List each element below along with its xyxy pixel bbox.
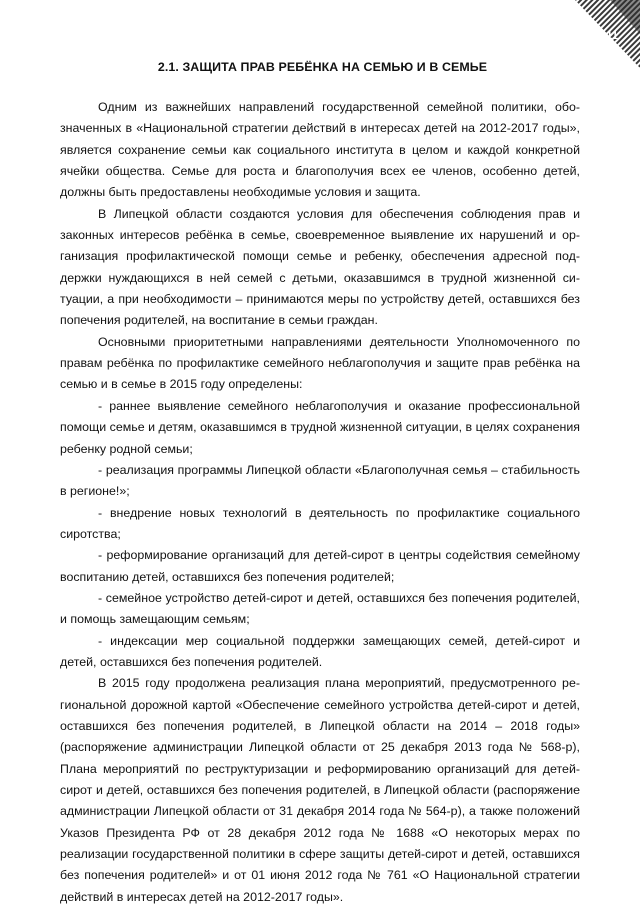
paragraph: Основными приоритетными направлениями деятельности Уполномоченного по правам ребёнка по профилактике семейного неблагополучия и защите прав ребёнка на семью и в семье в 2015 году определены: <box>60 334 580 392</box>
section-title: 2.1. ЗАЩИТА ПРАВ РЕБЁНКА НА СЕМЬЮ И В СЕМЬЕ <box>157 60 488 74</box>
list-item: - реформирование организаций для детей-сирот в центры содействия семейному воспитанию детей, оставшихся без попечения родителей; <box>60 548 580 584</box>
page-number: 11 <box>606 30 618 42</box>
list-item: - раннее выявление семейного неблагополучия и оказание профессиональной помощи семье и детям, оказавшимся в трудной жизненной ситуации, в целях сохранения ребенку родной семьи; <box>60 398 580 456</box>
body-text <box>60 97 580 905</box>
page-corner-stripes <box>540 0 640 95</box>
paragraph: В Липецкой области создаются условия для обеспечения соблюдения прав и законных интересов ребёнка в семье, своевременное выявление их нарушений и организация профилактической помощи семье и ребенку, обеспечения адресной поддержки нуждающихся в ней семей с детьми, оказавшимся в трудной жизненной ситуации, а при необходимости – принимаются меры по устройству детей, оставшихся без попечения родителей, на воспитание в семьи граждан. <box>60 206 580 328</box>
list-item: - семейное устройство детей-сирот и детей, оставшихся без попечения родителей, и помощь замещающим семьям; <box>60 590 580 627</box>
list-item: - индексации мер социальной поддержки замещающих семей, детей-сирот и детей, оставшихся без попечения родителей. <box>60 633 580 669</box>
list-item: - реализация программы Липецкой области «Благополучная семья – стабильность в регионе!»; <box>60 462 580 499</box>
paragraph: В 2015 году продолжена реализация плана мероприятий, предусмотренного региональной дорожной картой «Обеспечение семейного устройства детей-сирот и детей, оставшихся без попечения родителей, в Липецкой области на 2014 – 2018 годы» (распоряжение администрации Липецкой области от 25 декабря 2013 года № 568-р), Плана мероприятий по реструктуризации и реформированию организаций для детей-сирот и детей, оставшихся без попечения родителей, в Липецкой области (распоряжение администрации Липецкой области от 31 декабря 2014 года № 564-р), а также положений Указов Президента РФ от 28 декабря 2012 года № 1688 «О некоторых мерах по реализации государственной политики в сфере защиты детей-сирот и детей, оставшихся без попечения родителей» и от 01 июня 2012 года № 761 «О Национальной стратегии действий в интересах детей на 2012-2017 годы». <box>60 676 580 904</box>
paragraph: Одним из важнейших направлений государственной семейной политики, обозначенных в «Национальной стратегии действий в интересах детей на 2012-2017 годы», является сохранение семьи как социального института в целом и каждой конкретной ячейки общества. Семье для роста и благополучия всех ее членов, особенно детей, должны быть предоставлены необходимые условия и защита. <box>60 100 580 200</box>
list-item: - внедрение новых технологий в деятельность по профилактике социального сиротства; <box>60 505 580 541</box>
